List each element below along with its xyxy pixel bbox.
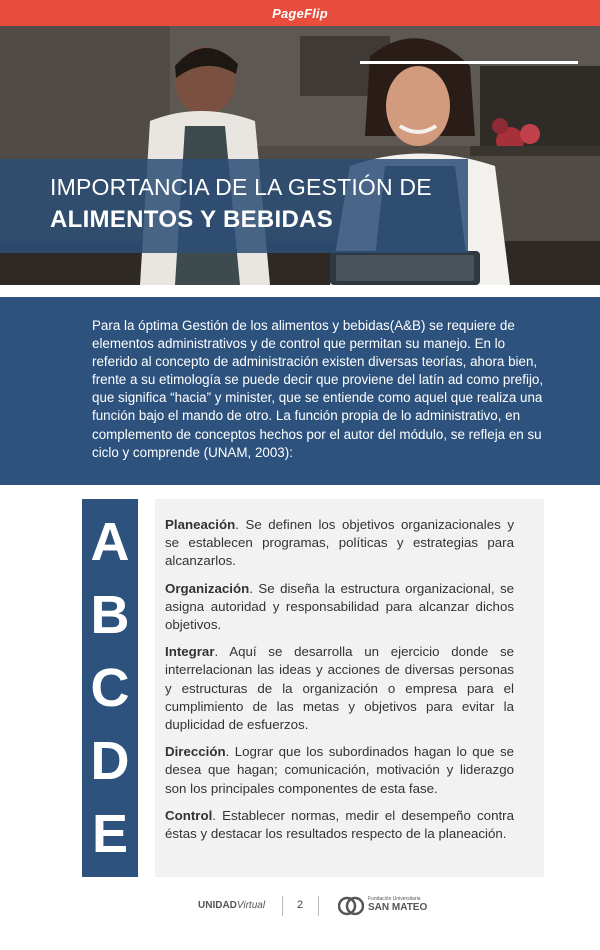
unidad-virtual-logo	[198, 900, 265, 911]
pageflip-brand[interactable]: PageFlip	[272, 5, 328, 21]
item-text: . Establecer normas, medir el desempeño contra éstas y destacar los resultados respecto de la planeación.	[165, 807, 514, 842]
item-control	[165, 807, 514, 843]
page-number: 2	[296, 899, 304, 911]
letter-b: B	[90, 584, 130, 645]
pageflip-header-bar	[0, 0, 600, 26]
hero-title-line2: ALIMENTOS Y BEBIDAS	[50, 206, 334, 233]
letter-a: A	[90, 511, 130, 572]
item-organizacion	[165, 580, 514, 635]
unidad-virtual-bold: UNIDAD	[198, 900, 237, 911]
item-term: Planeación	[165, 517, 236, 532]
letter-c: C	[90, 657, 130, 718]
item-integrar	[165, 643, 514, 734]
letters-column	[82, 499, 138, 877]
item-term: Dirección	[165, 744, 226, 760]
item-term: Integrar	[165, 644, 215, 660]
footer-divider	[282, 896, 283, 916]
hero-title-line1: IMPORTANCIA DE LA GESTIÓN DE	[50, 174, 432, 200]
process-descriptions	[155, 499, 544, 877]
item-direccion	[165, 743, 514, 798]
item-term: Control	[165, 807, 213, 823]
page-footer	[0, 890, 600, 922]
unidad-virtual-italic: Virtual	[236, 900, 266, 911]
hero-image	[0, 26, 600, 285]
san-mateo-logo-name: SAN MATEO	[368, 902, 428, 913]
intro-paragraph: Para la óptima Gestión de los alimentos y bebidas(A&B) se requiere de elementos administrativos y de control que permitan su manejo. En lo referido al concepto de administración existen diversas teorías, ahora bien, frente a su etimología se puede decir que proviene del latín ad como prefijo, que significa “hacia” y minister, que se entiende como aquel que realiza una función bajo el mando de otro. La función propia de lo administrativo, en complemento de conceptos hechos por el autor del módulo, se refleja en su ciclo y comprende (UNAM, 2003):	[92, 318, 544, 460]
item-text: . Lograr que los subordinados hagan lo que se desea que hagan; comunicación, motivación y liderazgo son los principales componentes de esta fase.	[165, 744, 514, 796]
item-term: Organización	[165, 580, 250, 596]
san-mateo-logo-caption: Fundación Universitaria	[368, 896, 421, 902]
intro-panel	[0, 297, 600, 485]
hero-accent-line	[360, 61, 578, 64]
letter-d: D	[90, 731, 130, 792]
footer-divider	[318, 896, 319, 916]
item-text: . Aquí se desarrolla un ejercicio donde se interrelacionan las ideas y acciones de diversas personas y estructuras de la organización o empresa para el cumplimiento de las metas y objetivos para evitar la duplicidad de esfuerzos.	[165, 644, 514, 733]
item-planeacion	[165, 516, 514, 571]
san-mateo-logo-icon	[338, 894, 364, 918]
item-text: . Se diseña la estructura organizacional, se asigna autoridad y responsabilidad para alcanzar dichos objetivos.	[165, 580, 514, 633]
item-text: . Se definen los objetivos organizacionales y se establecen programas, políticas y estrategias para alcanzarlos.	[165, 517, 514, 569]
letter-e: E	[91, 804, 129, 865]
